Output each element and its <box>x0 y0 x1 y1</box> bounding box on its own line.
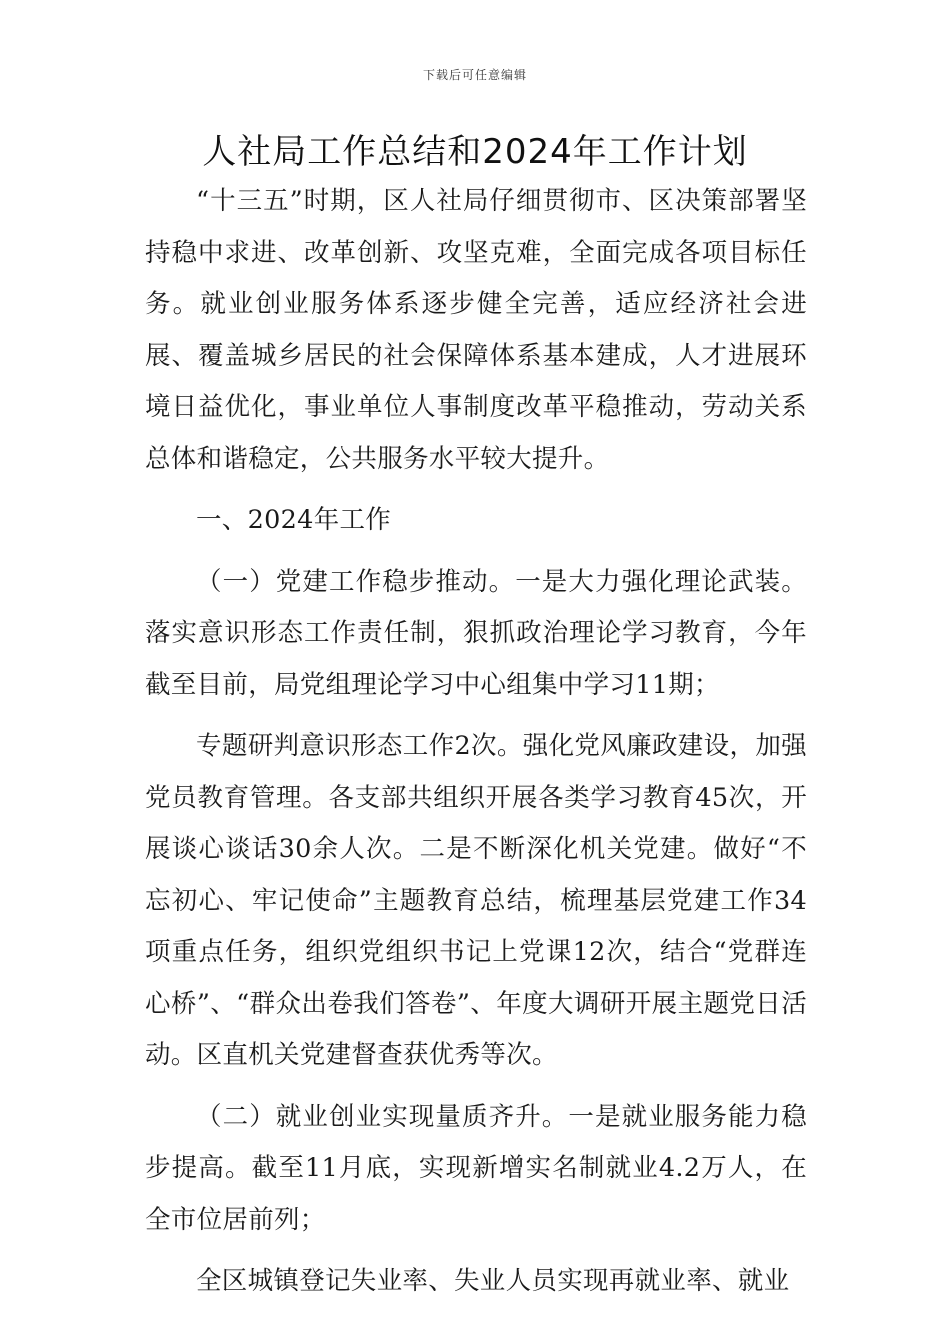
document-title: 人社局工作总结和2024年工作计划 <box>202 132 748 172</box>
paragraph-employment: （二）就业创业实现量质齐升。一是就业服务能力稳步提高。截至11月底，实现新增实名制就业4.2万人，在全市位居前列； <box>145 1101 807 1235</box>
paragraph-employment-cont: 全区城镇登记失业率、失业人员实现再就业率、就业 <box>196 1266 790 1296</box>
paragraph-party-building-cont: 专题研判意识形态工作2次。强化党风廉政建设，加强党员教育管理。各支部共组织开展各类学习教育45次，开展谈心谈话30余人次。二是不断深化机关党建。做好“不忘初心、牢记使命”主题教育总结，梳理基层党建工作34项重点任务，组织党组织书记上党课12次，结合“党群连心桥”、“群众出卷我们答卷”、年度大调研开展主题党日活动。区直机关党建督查获优秀等次。 <box>145 731 807 1070</box>
paragraph-party-building: （一）党建工作稳步推动。一是大力强化理论武装。落实意识形态工作责任制，狠抓政治理论学习教育，今年截至目前，局党组理论学习中心组集中学习11期； <box>145 566 807 700</box>
document-body <box>145 176 807 1308</box>
section-heading-2024-work: 一、2024年工作 <box>196 505 392 535</box>
header-note: 下载后可任意编辑 <box>422 68 527 82</box>
paragraph-intro: “十三五”时期，区人社局仔细贯彻市、区决策部署坚持稳中求进、改革创新、攻坚克难，全面完成各项目标任务。就业创业服务体系逐步健全完善，适应经济社会进展、覆盖城乡居民的社会保障体系基本建成，人才进展环境日益优化，事业单位人事制度改革平稳推动，劳动关系总体和谐稳定，公共服务水平较大提升。 <box>145 186 807 474</box>
